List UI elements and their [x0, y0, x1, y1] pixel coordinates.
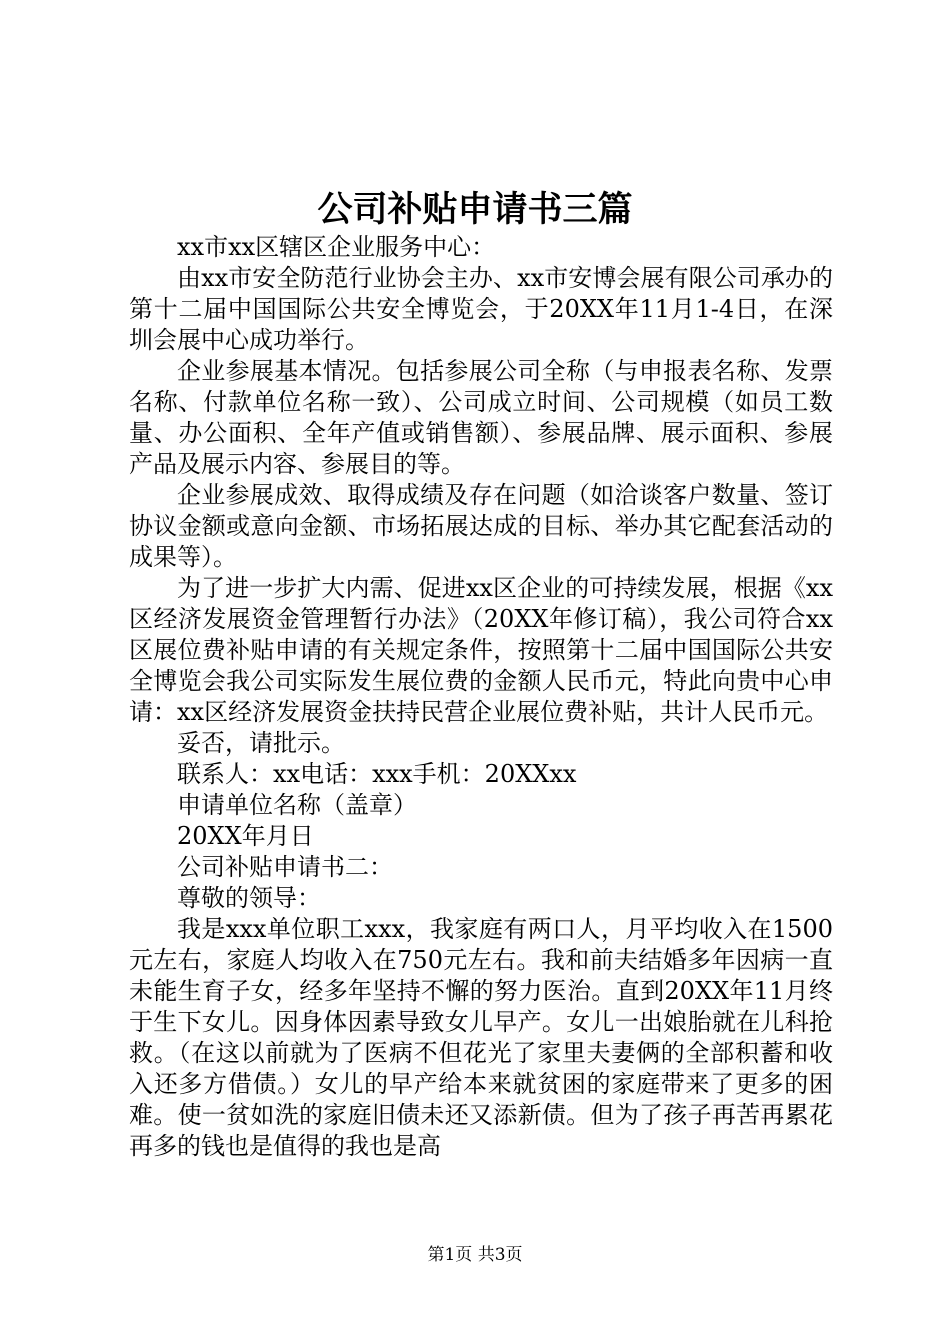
- body-paragraph: 企业参展成效、取得成绩及存在问题（如洽谈客户数量、签订协议金额或意向金额、市场拓展达成的目标、举办其它配套活动的成果等）。: [129, 481, 833, 571]
- date-line: 20XX年月日: [177, 822, 314, 850]
- applicant-name-line: 申请单位名称（盖章）: [177, 791, 417, 819]
- body-paragraph: 我是xxx单位职工xxx，我家庭有两口人，月平均收入在1500元左右，家庭人均收入在750元左右。我和前夫结婚多年因病一直未能生育子女，经多年坚持不懈的努力医治。直到20XX年11月终于生下女儿。因身体因素导致女儿早产。女儿一出娘胎就在儿科抢救。（在这以前就为了医病不但花光了家里夫妻俩的全部积蓄和收入还多方借债。）女儿的早产给本来就贫困的家庭带来了更多的困难。使一贫如洗的家庭旧债未还又添新债。但为了孩子再苦再累花再多的钱也是值得的我也是高: [129, 915, 833, 1160]
- body-paragraph: 由xx市安全防范行业协会主办、xx市安博会展有限公司承办的第十二届中国国际公共安全博览会，于20XX年11月1-4日，在深圳会展中心成功举行。: [129, 264, 833, 354]
- body-paragraph: 企业参展基本情况。包括参展公司全称（与申报表名称、发票名称、付款单位名称一致）、公司成立时间、公司规模（如员工数量、办公面积、全年产值或销售额）、参展品牌、展示面积、参展产品及展示内容、参展目的等。: [129, 357, 833, 478]
- salutation-paragraph: xx市xx区辖区企业服务中心：: [177, 233, 496, 261]
- body-paragraph: 妥否，请批示。: [177, 729, 345, 757]
- document-body: [129, 232, 833, 1162]
- section-heading: 公司补贴申请书二：: [177, 853, 393, 881]
- page-footer: 第1页 共3页: [427, 1245, 523, 1265]
- salutation-paragraph: 尊敬的领导：: [177, 884, 321, 912]
- body-paragraph: 为了进一步扩大内需、促进xx区企业的可持续发展，根据《xx区经济发展资金管理暂行办法》（20XX年修订稿），我公司符合xx区展位费补贴申请的有关规定条件，按照第十二届中国国际公共安全博览会我公司实际发生展位费的金额人民币元，特此向贵中心申请：xx区经济发展资金扶持民营企业展位费补贴，共计人民币元。: [129, 574, 833, 726]
- document-title: 公司补贴申请书三篇: [317, 189, 633, 230]
- contact-line: 联系人：xx电话：xxx手机：20XXxx: [177, 760, 577, 788]
